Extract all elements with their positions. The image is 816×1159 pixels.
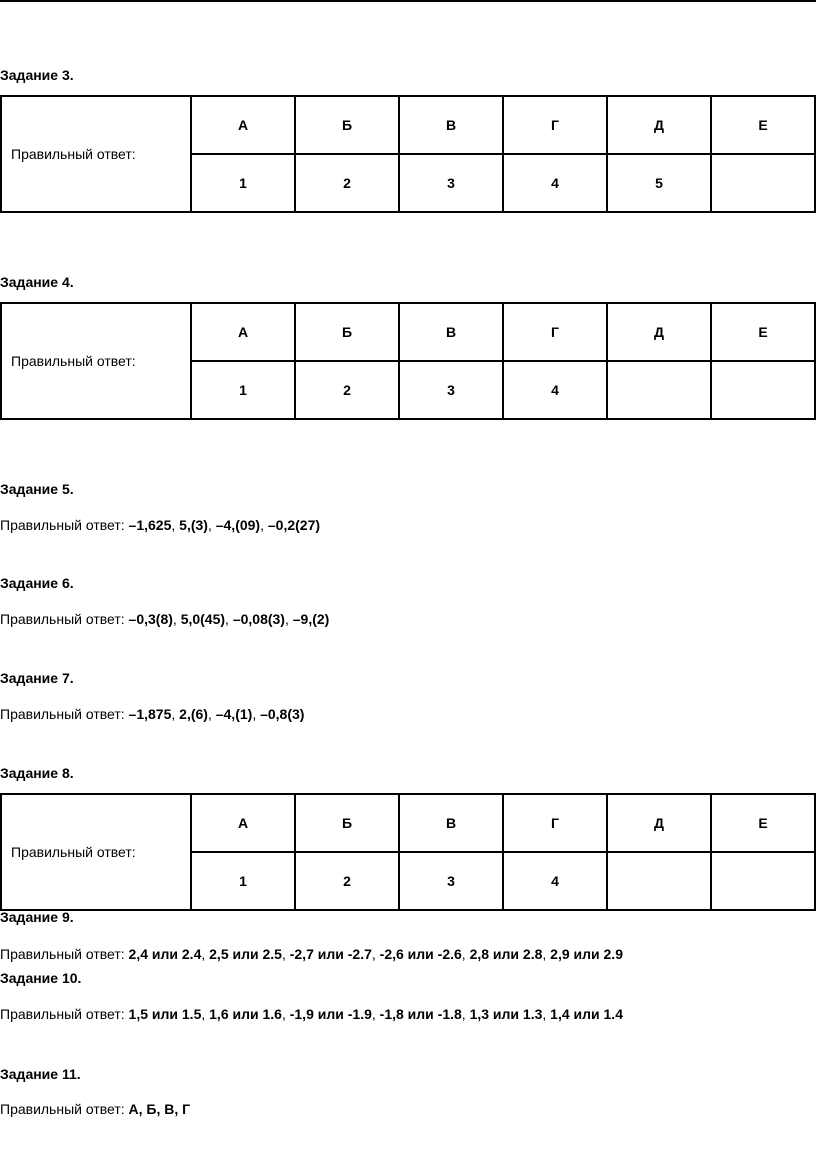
separator: , xyxy=(171,517,180,533)
separator: , xyxy=(171,706,180,722)
separator: , xyxy=(225,611,233,627)
answer-value: 2,(6) xyxy=(179,706,208,722)
answer-value: 1,5 или 1.5 xyxy=(128,1006,202,1022)
separator: , xyxy=(371,1006,380,1022)
letter-cell: Д xyxy=(607,96,711,154)
answer-value: 1,6 или 1.6 xyxy=(209,1006,282,1022)
number-cell: 1 xyxy=(191,154,295,212)
letter-cell: В xyxy=(399,96,503,154)
separator: , xyxy=(172,611,181,627)
task-7-heading: Задание 7. xyxy=(0,670,74,686)
answer-value: 1,4 или 1.4 xyxy=(550,1006,623,1022)
task-10-answer xyxy=(0,1005,623,1023)
separator: , xyxy=(542,946,551,962)
number-cell xyxy=(711,852,815,910)
separator: , xyxy=(252,706,261,722)
separator: , xyxy=(284,611,293,627)
answer-value: 1,3 или 1.3 xyxy=(469,1006,543,1022)
answer-value: –0,2(27) xyxy=(267,517,321,533)
separator: , xyxy=(461,1006,470,1022)
number-cell: 4 xyxy=(503,361,607,419)
answer-value: -2,6 или -2.6 xyxy=(379,946,462,962)
separator: , xyxy=(281,1006,290,1022)
letter-cell: Д xyxy=(607,794,711,852)
number-cell xyxy=(607,361,711,419)
number-cell: 4 xyxy=(503,852,607,910)
answer-value: –0,3(8) xyxy=(128,611,173,627)
number-cell: 2 xyxy=(295,361,399,419)
answer-value: 2,4 или 2.4 xyxy=(128,946,202,962)
letter-cell: Г xyxy=(503,96,607,154)
letter-cell: А xyxy=(191,794,295,852)
separator: , xyxy=(207,706,216,722)
task-9-answer xyxy=(0,945,623,963)
answer-label: Правильный ответ: xyxy=(0,517,129,533)
answer-label: Правильный ответ: xyxy=(1,96,191,212)
answer-value: 5,(3) xyxy=(179,517,208,533)
letter-cell: Е xyxy=(711,303,815,361)
number-cell xyxy=(711,361,815,419)
number-cell: 3 xyxy=(399,361,503,419)
letter-cell: Г xyxy=(503,303,607,361)
separator: , xyxy=(260,517,268,533)
answer-value: А, Б, В, Г xyxy=(128,1101,191,1117)
answer-value: -1,9 или -1.9 xyxy=(289,1006,372,1022)
answer-label: Правильный ответ: xyxy=(0,946,129,962)
task-3-answer-table xyxy=(0,95,816,213)
number-cell: 3 xyxy=(399,852,503,910)
number-cell xyxy=(607,852,711,910)
task-6-answer xyxy=(0,610,329,628)
answer-value: –0,08(3) xyxy=(232,611,285,627)
task-5-heading: Задание 5. xyxy=(0,481,74,497)
letter-cell: В xyxy=(399,794,503,852)
task-9-heading: Задание 9. xyxy=(0,909,74,925)
number-cell: 2 xyxy=(295,852,399,910)
separator: , xyxy=(201,1006,210,1022)
answer-value: –4,(09) xyxy=(215,517,261,533)
separator: , xyxy=(461,946,470,962)
letter-cell: А xyxy=(191,96,295,154)
task-11-heading: Задание 11. xyxy=(0,1066,81,1082)
letter-cell: Е xyxy=(711,96,815,154)
task-8-heading: Задание 8. xyxy=(0,765,74,781)
answer-label: Правильный ответ: xyxy=(0,1006,129,1022)
task-4-answer-table xyxy=(0,302,816,420)
letter-cell: В xyxy=(399,303,503,361)
separator: , xyxy=(281,946,290,962)
task-6-heading: Задание 6. xyxy=(0,575,74,591)
answer-value: -1,8 или -1.8 xyxy=(379,1006,462,1022)
letter-cell: Е xyxy=(711,794,815,852)
answer-label: Правильный ответ: xyxy=(0,706,129,722)
task-8-answer-table xyxy=(0,793,816,911)
task-5-answer xyxy=(0,516,320,534)
answer-value: –9,(2) xyxy=(292,611,330,627)
task-3-heading: Задание 3. xyxy=(0,67,74,83)
answer-value: 2,8 или 2.8 xyxy=(469,946,543,962)
number-cell: 3 xyxy=(399,154,503,212)
answer-value: 2,9 или 2.9 xyxy=(550,946,623,962)
letter-cell: Г xyxy=(503,794,607,852)
top-rule xyxy=(0,0,816,2)
separator: , xyxy=(542,1006,551,1022)
answer-value: –0,8(3) xyxy=(260,706,305,722)
answer-value: –1,625 xyxy=(128,517,172,533)
number-cell xyxy=(711,154,815,212)
task-4-heading: Задание 4. xyxy=(0,274,74,290)
letter-cell: Б xyxy=(295,794,399,852)
letter-cell: Б xyxy=(295,96,399,154)
letter-cell: А xyxy=(191,303,295,361)
answer-label: Правильный ответ: xyxy=(1,794,191,910)
number-cell: 2 xyxy=(295,154,399,212)
answer-label: Правильный ответ: xyxy=(0,1101,129,1117)
letter-cell: Б xyxy=(295,303,399,361)
number-cell: 5 xyxy=(607,154,711,212)
number-cell: 4 xyxy=(503,154,607,212)
answer-value: -2,7 или -2.7 xyxy=(289,946,372,962)
answer-value: –4,(1) xyxy=(215,706,253,722)
separator: , xyxy=(371,946,380,962)
letter-cell: Д xyxy=(607,303,711,361)
answer-value: –1,875 xyxy=(128,706,172,722)
answer-value: 5,0(45) xyxy=(180,611,226,627)
task-10-heading: Задание 10. xyxy=(0,970,82,986)
task-7-answer xyxy=(0,705,304,723)
number-cell: 1 xyxy=(191,852,295,910)
answer-label: Правильный ответ: xyxy=(1,303,191,419)
separator: , xyxy=(207,517,216,533)
answer-label: Правильный ответ: xyxy=(0,611,129,627)
number-cell: 1 xyxy=(191,361,295,419)
task-11-answer xyxy=(0,1100,190,1118)
separator: , xyxy=(201,946,210,962)
answer-value: 2,5 или 2.5 xyxy=(209,946,282,962)
